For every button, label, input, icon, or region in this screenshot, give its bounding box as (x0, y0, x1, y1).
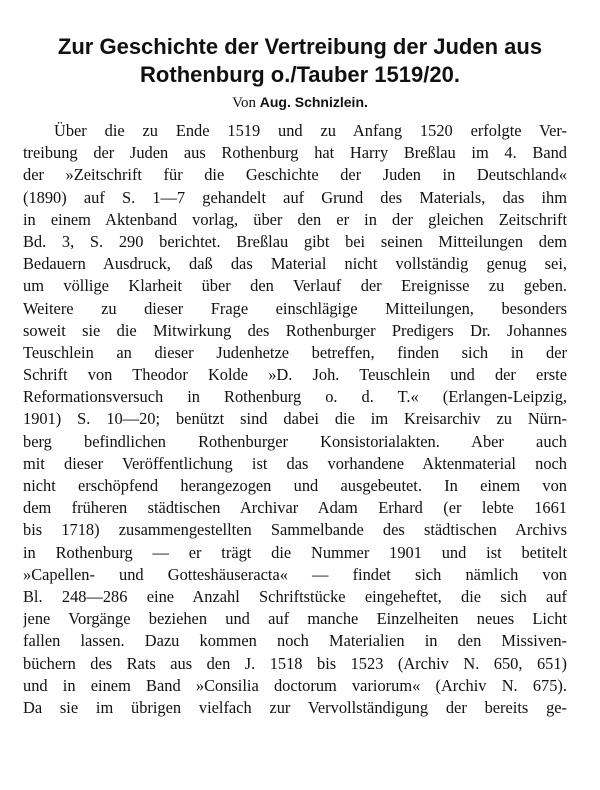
text-line: büchern des Rats aus den J. 1518 bis 1523 (Archiv N. 650, 651) (23, 653, 567, 673)
text-line: »Capellen- und Gotteshäuseracta« — findet sich nämlich von (23, 564, 567, 584)
text-line: Bedauern Ausdruck, daß das Material nicht vollständig genug sei, (23, 254, 567, 274)
text-line: mit dieser Veröffentlichung ist das vorhandene Aktenmaterial noch (23, 453, 567, 473)
byline (0, 93, 600, 112)
text-line: jene Vorgänge beziehen und auf manche Einzelheiten neues Licht (23, 609, 567, 629)
text-line: bis 1718) zusammengestellten Sammelbande des städtischen Archivs (23, 520, 567, 540)
text-line: Über die zu Ende 1519 und zu Anfang 1520 erfolgte Ver- (54, 121, 567, 140)
text-line: Bd. 3, S. 290 berichtet. Breßlau gibt bei seinen Mitteilungen dem (23, 231, 567, 251)
text-line: und in einem Band »Consilia doctorum variorum« (Archiv N. 675). (23, 675, 567, 695)
article-title-line-1: Zur Geschichte der Vertreibung der Juden aus (57, 34, 543, 59)
text-line: soweit sie die Mitwirkung des Rothenburger Predigers Dr. Johannes (23, 320, 567, 340)
byline-prefix: Von (232, 95, 257, 111)
text-line: treibung der Juden aus Rothenburg hat Harry Breßlau im 4. Band (23, 143, 567, 163)
text-line: Teuschlein an dieser Judenhetze betreffen, finden sich in der (23, 342, 567, 362)
article-title-line-2: Rothenburg o./Tauber 1519/20. (140, 62, 460, 87)
text-line: (1890) auf S. 1—7 gehandelt auf Grund des Materials, das ihm (23, 187, 567, 207)
author-name: Aug. Schnizlein. (259, 94, 368, 110)
text-line: um völlige Klarheit über den Verlauf der Ereignisse zu geben. (23, 276, 567, 296)
text-line: der »Zeitschrift für die Geschichte der Juden in Deutschland« (23, 165, 567, 185)
text-line: Weitere zu dieser Frage einschlägige Mitteilungen, besonders (23, 298, 567, 318)
text-line: fallen lassen. Dazu kommen noch Materialien in den Missiven- (23, 631, 567, 651)
text-line: Reformationsversuch in Rothenburg o. d. T.« (Erlangen-Leipzig, (23, 387, 567, 407)
text-line: in einem Aktenband vorlag, über den er in der gleichen Zeitschrift (23, 209, 567, 229)
text-line: berg befindlichen Rothenburger Konsistorialakten. Aber auch (23, 431, 567, 451)
text-line: 1901) S. 10—20; benützt sind dabei die im Kreisarchiv zu Nürn- (23, 409, 567, 429)
text-line: nicht erschöpfend herangezogen und ausgebeutet. In einem von (23, 476, 567, 495)
text-line: dem früheren städtischen Archivar Adam Erhard (er lebte 1661 (23, 498, 567, 518)
text-line: Bl. 248—286 eine Anzahl Schriftstücke eingeheftet, die sich auf (23, 586, 567, 606)
text-line: Da sie im übrigen vielfach zur Vervollständigung der bereits ge- (23, 697, 567, 717)
text-line: in Rothenburg — er trägt die Nummer 1901 und ist betitelt (23, 542, 567, 562)
text-line: Schrift von Theodor Kolde »D. Joh. Teuschlein und der erste (23, 365, 567, 385)
article-body (23, 120, 567, 719)
